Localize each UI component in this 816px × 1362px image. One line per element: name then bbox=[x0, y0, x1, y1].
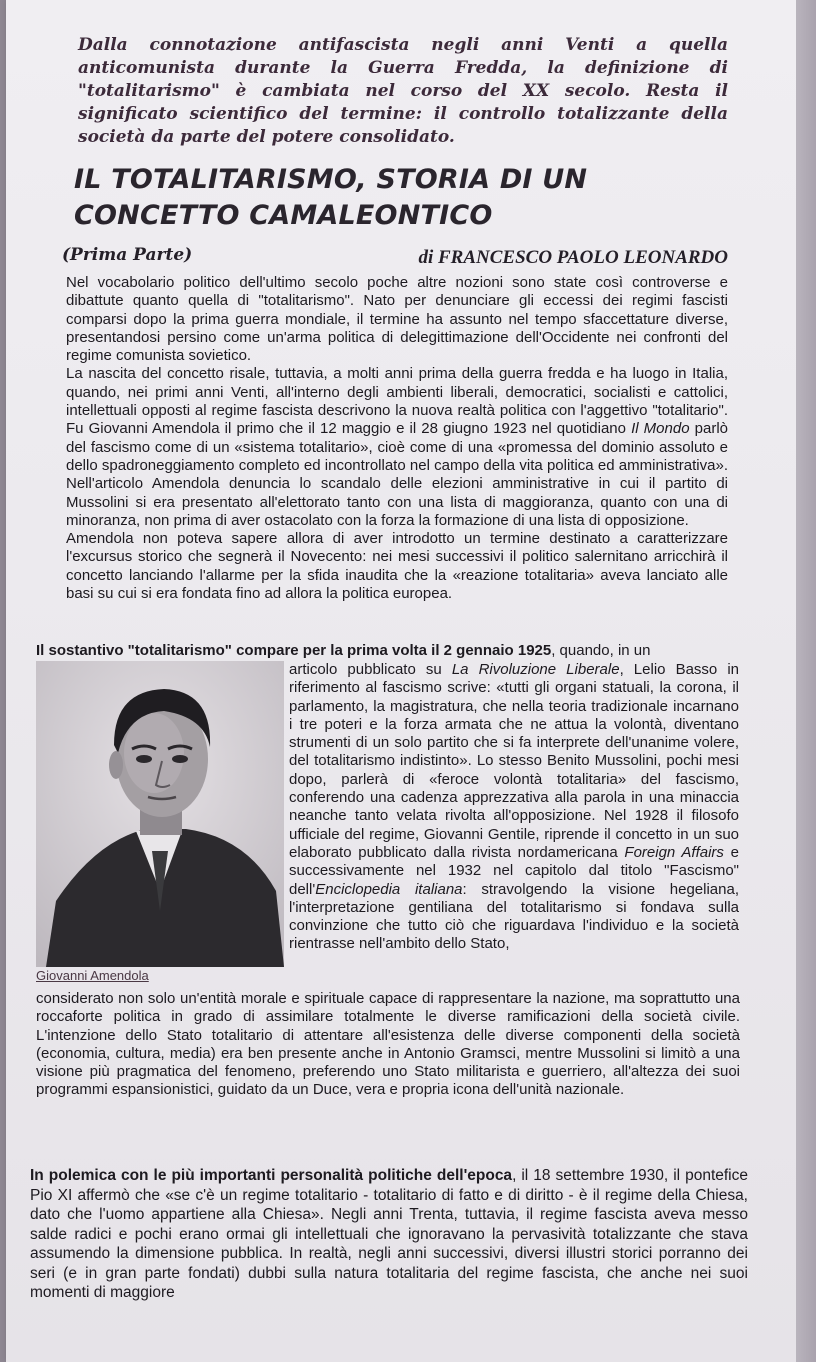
section-2-side: articolo pubblicato su La Rivoluzione Liberale, Lelio Basso in riferimento al fascismo scrive: «tutti gli organi statuali, la corona, il parlamento, la magistratura, che nella teoria tradizionale incarnano i tre poteri e la forza armata che ne attua la volontà, diventano strumenti di un solo partito che si fa interprete dell'unanime volere, del totalitarismo indistinto». Lo stesso Benito Mussolini, pochi mesi dopo, parlerà di «feroce volontà totalitaria» del fascismo, conferendo una cadenza apprezzativa alla parola in una minaccia neanche tanto velata rivolta all'opposizione. Nel 1928 il filosofo ufficiale del regime, Giovanni Gentile, riprende il concetto in un suo elaborato pubblicato dalla rivista nordamericana Foreign Affairs e successivamente nel 1932 nel capitolo dal titolo "Fascismo" dell'Enciclopedia italiana: stravolgendo la visione hegeliana, l'interpretazione gentiliana del totalitarismo si fondava sulla convinzione che tutto ciò che riguardava l'individuo e la società rientrasse nell'ambito dello Stato, bbox=[289, 661, 740, 953]
paragraph: Amendola non poteva sapere allora di aver introdotto un termine destinato a caratterizzare l'excursus storico che segnerà il Novecento: nei mesi successivi il politico salernitano arricchirà il concetto lanciando l'allarme per la sfida inaudita che la «reazione totalitaria» aveva lanciato alle basi su cui si era fondata fino ad allora la politica europea. bbox=[66, 530, 728, 603]
section-2-lead: Il sostantivo "totalitarismo" compare per la prima volta il 2 gennaio 1925, quando, in un bbox=[36, 642, 651, 659]
page-edge-right bbox=[796, 0, 816, 1362]
portrait-illustration bbox=[36, 661, 284, 967]
title-line-2: CONCETTO CAMALEONTICO bbox=[74, 200, 493, 231]
paragraph: La nascita del concetto risale, tuttavia, a molti anni prima della guerra fredda e ha luogo in Italia, quando, nei primi anni Venti, all'interno degli ambienti liberali, democratici, socialisti e cattolici, intellettuali opposti al regime fascista descrivono la nuova realtà politica con l'aggettivo "totalitario". Fu Giovanni Amendola il primo che il 12 maggio e il 28 giugno 1923 nel quotidiano Il Mondo parlò del fascismo come di un «sistema totalitario», cioè come di una «promessa del dominio assoluto e dello spadroneggiamento completo ed incontrollato nel campo della vita politica ed amministrativa». Nell'articolo Amendola denuncia lo scandalo delle elezioni amministrative in cui il partito di Mussolini si era presentato all'elettorato tanto con una lista di maggioranza, quanto con una di minoranza, non prima di aver ostacolato con la forza la formazione di una lista di opposizione. bbox=[66, 365, 728, 529]
article-title bbox=[74, 162, 734, 234]
article-subtitle: (Prima Parte) bbox=[62, 245, 193, 265]
photo-figure bbox=[36, 661, 284, 986]
paragraph: In polemica con le più importanti personalità politiche dell'epoca, il 18 settembre 1930, il pontefice Pio XI affermò che «se c'è un regime totalitario - totalitario di fatto e di diritto - è il regime della Chiesa, dato che l'uomo appartiene alla Chiesa». Negli anni Trenta, tuttavia, il regime fascista aveva messo salde radici e pochi erano ormai gli intellettuali che ignoravano la pervasività totalizzante che stava assumendo la dimensione pubblica. In realtà, negli anni successivi, diversi illustri storici porranno dei seri (e in gran parte fondati) dubbi sulla natura totalitaria del regime fascista, che anche nei suoi momenti di maggiore bbox=[30, 1167, 748, 1301]
portrait-photo bbox=[36, 661, 284, 967]
section-3 bbox=[30, 1166, 748, 1303]
article-author: di FRANCESCO PAOLO LEONARDO bbox=[418, 247, 728, 268]
article-intro: Dalla connotazione antifascista negli anni Venti a quella anticomunista durante la Guerra Fredda, la definizione di "totalitarismo" è cambiata nel corso del XX secolo. Resta il significato scientifico del termine: il controllo totalizzante della società da parte del potere consolidato. bbox=[78, 35, 728, 147]
paragraph: Nel vocabolario politico dell'ultimo secolo poche altre nozioni sono state così controverse e dibattute quanto quella di "totalitarismo". Nato per denunciare gli eccessi dei regimi fascisti comparsi dopo la prima guerra mondiale, il termine ha assunto nel tempo sfaccettature diverse, presentandosi persino come un'arma politica di delegittimazione dell'Occidente nei confronti del regime comunista sovietico. bbox=[66, 274, 728, 365]
section-1 bbox=[66, 274, 728, 603]
section-2-continued: considerato non solo un'entità morale e spirituale capace di rappresentare la nazione, ma soprattutto una roccaforte politica in grado di assimilare totalmente le diverse ramificazioni della società civile. L'intenzione dello Stato totalitario di attentare all'esistenza delle diverse componenti della società (economia, cultura, media) era ben presente anche in Antonio Gramsci, mentre Mussolini si limitò a una visione più pragmatica del fenomeno, preferendo uno Stato militarista e guerriero, all'altezza dei suoi programmi espansionistici, guidato da un Duce, vera e propria icona dell'unità nazionale. bbox=[36, 990, 740, 1099]
title-line-1: IL TOTALITARISMO, STORIA DI UN bbox=[74, 164, 588, 195]
photo-caption: Giovanni Amendola bbox=[36, 968, 149, 983]
